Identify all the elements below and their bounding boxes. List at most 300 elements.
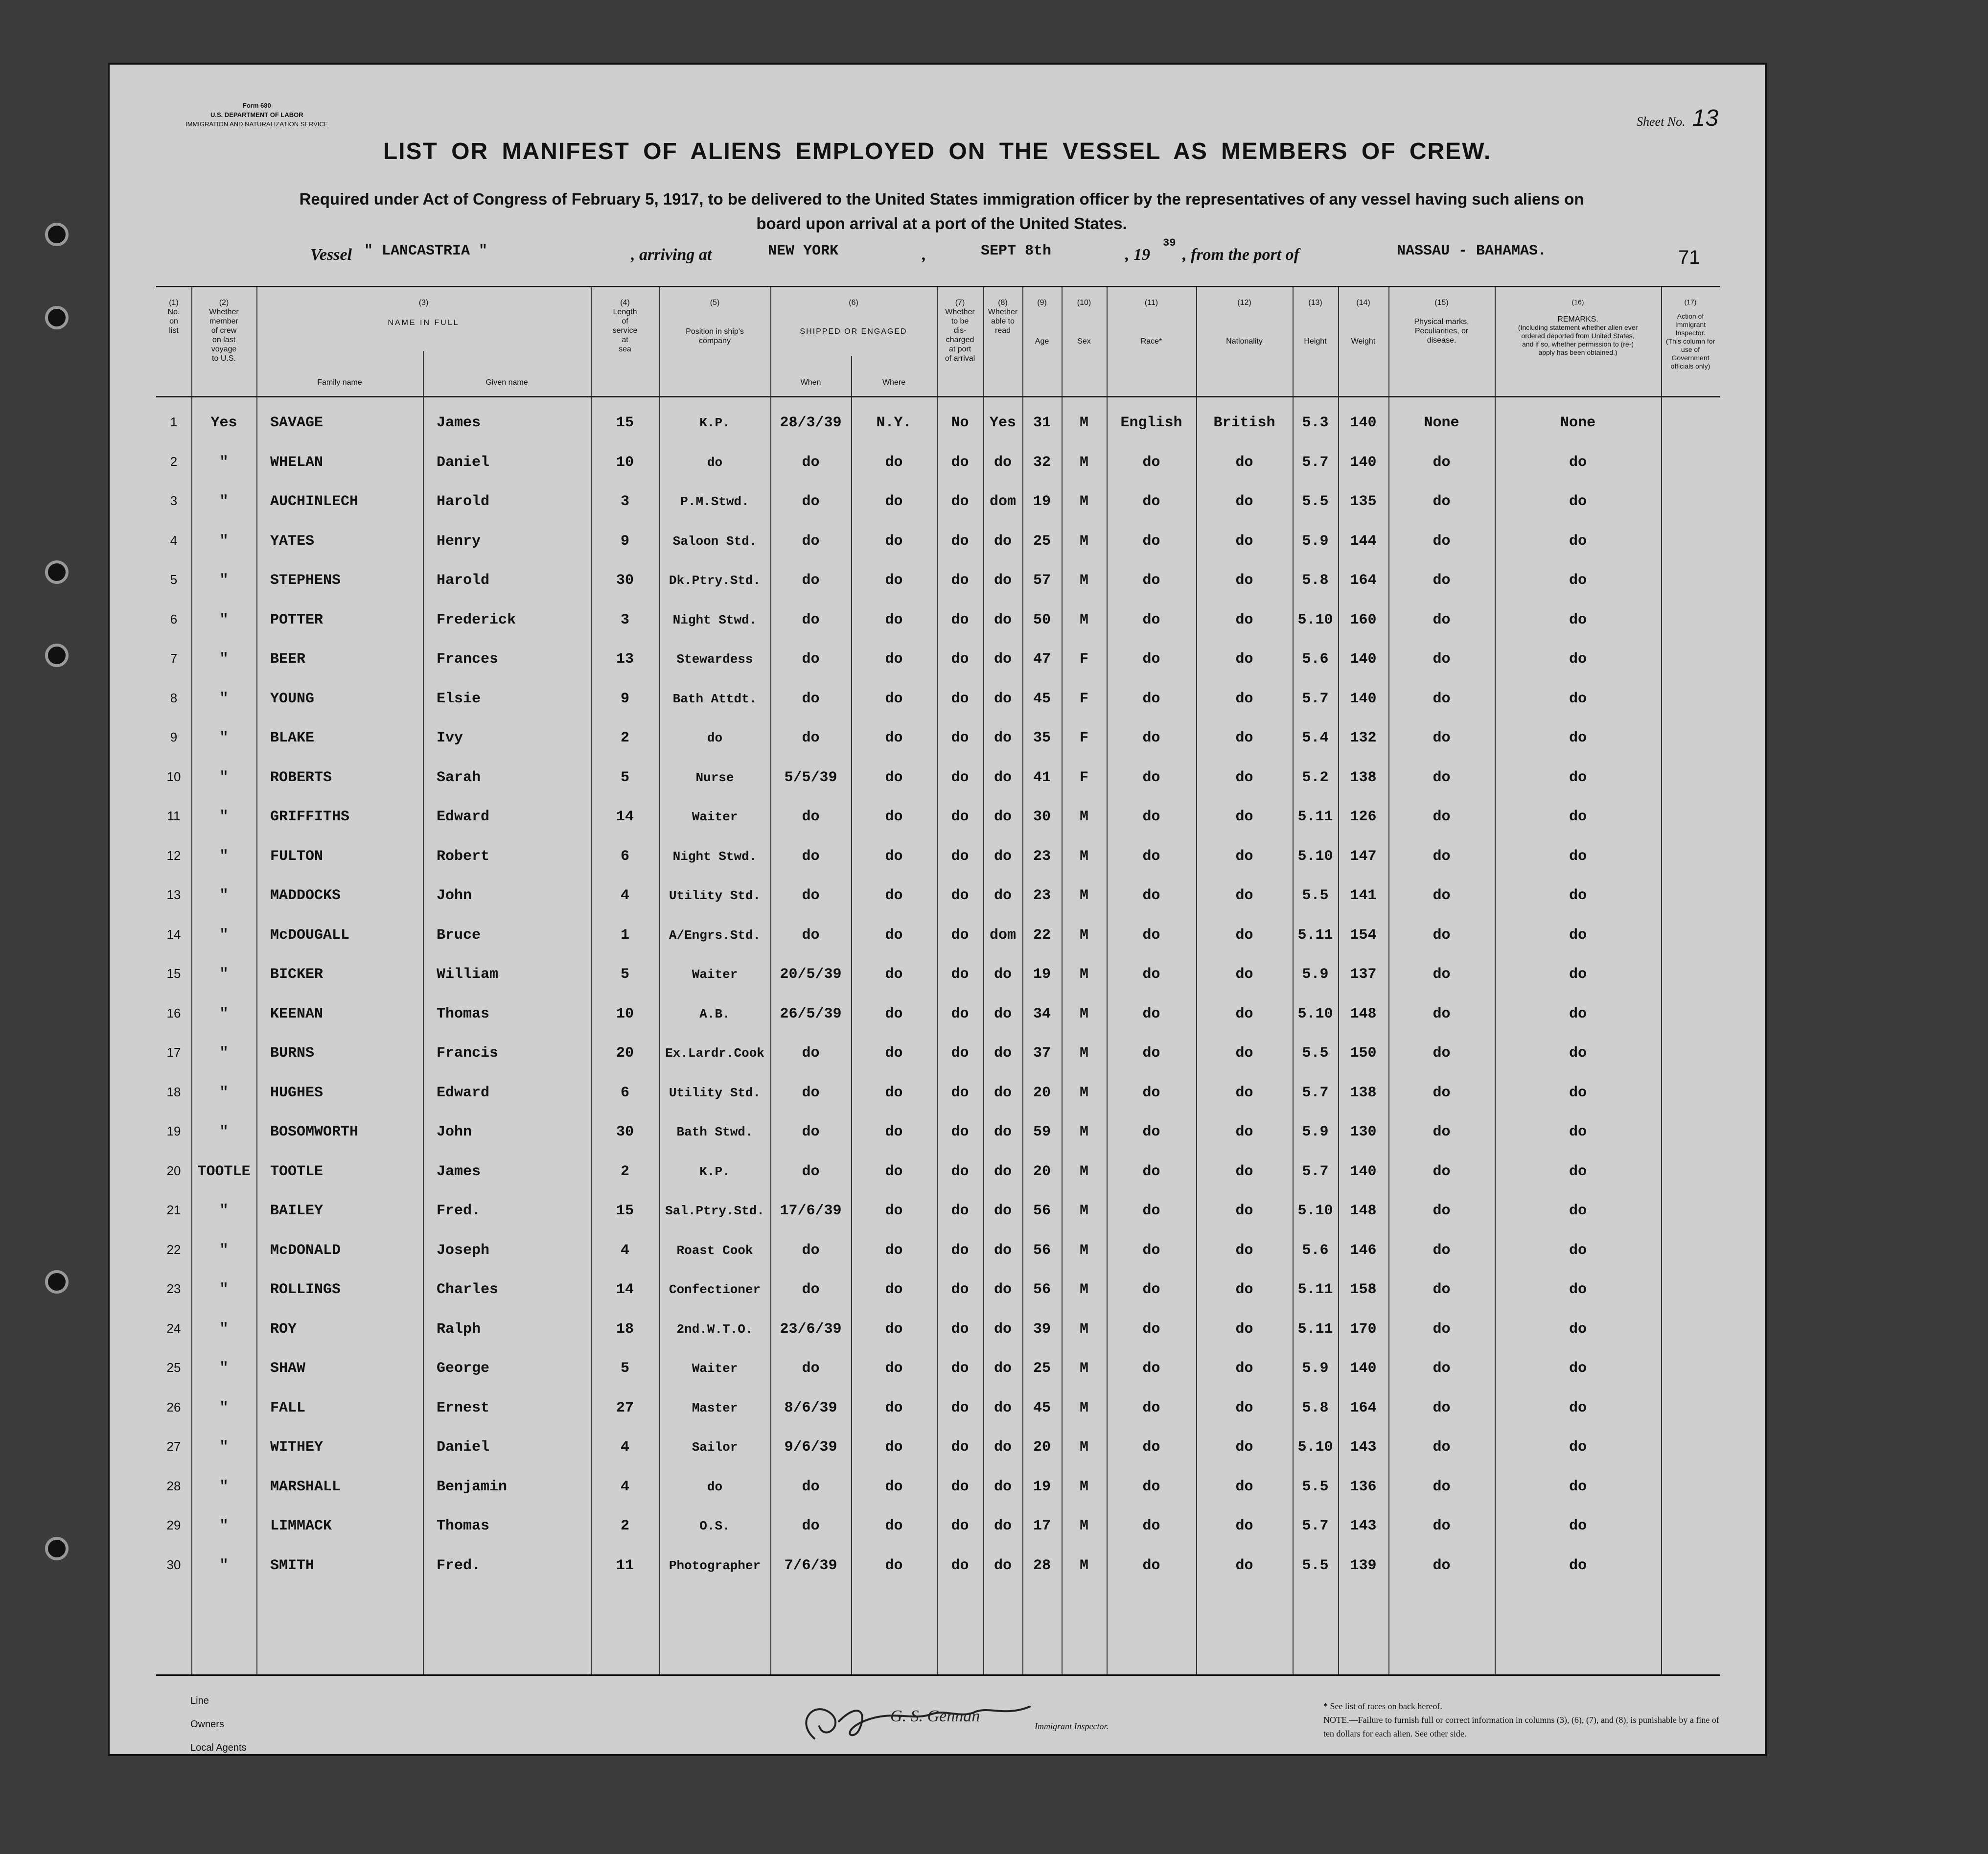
col-header-weight: (14) Weight — [1351, 299, 1376, 346]
crew-nationality-cell: do — [1235, 1321, 1253, 1338]
crew-read-cell: do — [994, 1478, 1012, 1495]
crew-weight-cell: 170 — [1350, 1321, 1377, 1338]
col-header-read: (8) Whether able to read — [988, 299, 1018, 335]
crew-when-cell: do — [802, 730, 820, 746]
crew-service-cell: 6 — [620, 848, 629, 865]
crew-given-cell: Henry — [437, 533, 481, 550]
col-header-member: (2) Whether member of crew on last voyage to U.S. — [209, 299, 239, 363]
crew-age-cell: 56 — [1033, 1281, 1051, 1298]
crew-given-cell: John — [437, 887, 472, 904]
crew-physical-cell: do — [1433, 769, 1451, 786]
crew-when-cell: do — [802, 533, 820, 550]
crew-physical-cell: do — [1433, 1557, 1451, 1574]
crew-physical-cell: do — [1433, 1124, 1451, 1140]
crew-sex-cell: M — [1079, 454, 1088, 471]
crew-no-cell: 11 — [167, 809, 181, 823]
crew-race-cell: do — [1142, 1321, 1160, 1338]
crew-when-cell: do — [802, 651, 820, 668]
crew-when-cell: do — [802, 1242, 820, 1259]
crew-race-cell: do — [1142, 611, 1160, 628]
crew-weight-cell: 138 — [1350, 1084, 1377, 1101]
crew-position-cell: 2nd.W.T.O. — [676, 1321, 753, 1337]
crew-weight-cell: 126 — [1350, 809, 1377, 825]
crew-race-cell: do — [1142, 454, 1160, 471]
crew-weight-cell: 146 — [1350, 1242, 1377, 1259]
crew-member-cell: " — [219, 1478, 229, 1495]
crew-service-cell: 15 — [616, 415, 634, 431]
crew-height-cell: 5.7 — [1302, 1163, 1329, 1180]
crew-when-cell: do — [802, 1518, 820, 1534]
col-header-age: (9) Age — [1035, 299, 1049, 346]
crew-family-cell: BURNS — [270, 1045, 315, 1062]
crew-no-cell: 25 — [166, 1360, 181, 1375]
crew-weight-cell: 143 — [1350, 1518, 1377, 1534]
crew-height-cell: 5.5 — [1302, 1045, 1329, 1062]
year-prefix: , 19 — [1125, 246, 1150, 264]
crew-nationality-cell: do — [1235, 651, 1253, 668]
crew-service-cell: 5 — [620, 966, 629, 983]
crew-discharged-cell: do — [951, 927, 969, 944]
crew-physical-cell: do — [1433, 1360, 1451, 1377]
crew-physical-cell: do — [1433, 454, 1451, 471]
crew-where-cell: do — [885, 611, 903, 628]
crew-read-cell: do — [994, 1084, 1012, 1101]
crew-member-cell: " — [219, 730, 229, 746]
crew-given-cell: Thomas — [437, 1518, 490, 1534]
crew-remarks-cell: do — [1569, 730, 1587, 746]
crew-sex-cell: M — [1079, 1360, 1088, 1377]
crew-given-cell: Frederick — [437, 611, 516, 628]
crew-discharged-cell: do — [951, 1124, 969, 1140]
crew-read-cell: do — [994, 1439, 1012, 1456]
crew-no-cell: 20 — [166, 1163, 181, 1178]
crew-physical-cell: do — [1433, 1518, 1451, 1534]
crew-height-cell: 5.5 — [1302, 887, 1329, 904]
arriving-port: NEW YORK — [768, 243, 839, 259]
crew-read-cell: do — [994, 651, 1012, 668]
crew-age-cell: 19 — [1033, 1478, 1051, 1495]
crew-service-cell: 5 — [620, 1360, 629, 1377]
signature-text: G. S. Gennan — [890, 1707, 980, 1725]
crew-weight-cell: 164 — [1350, 1399, 1377, 1416]
crew-discharged-cell: do — [951, 1281, 969, 1298]
crew-no-cell: 14 — [166, 927, 181, 942]
crew-no-cell: 22 — [166, 1242, 181, 1257]
crew-read-cell: do — [994, 769, 1012, 786]
crew-read-cell: Yes — [989, 415, 1016, 431]
crew-member-cell: " — [219, 848, 229, 865]
crew-race-cell: do — [1142, 1439, 1160, 1456]
crew-weight-cell: 132 — [1350, 730, 1377, 746]
crew-family-cell: BEER — [270, 651, 306, 668]
crew-race-cell: do — [1142, 1360, 1160, 1377]
crew-family-cell: MADDOCKS — [270, 887, 341, 904]
crew-age-cell: 19 — [1033, 493, 1051, 510]
crew-weight-cell: 160 — [1350, 611, 1377, 628]
crew-family-cell: YOUNG — [270, 690, 315, 707]
crew-service-cell: 2 — [620, 730, 629, 746]
crew-nationality-cell: do — [1235, 611, 1253, 628]
crew-family-cell: KEENAN — [270, 1005, 324, 1022]
crew-position-cell: A/Engrs.Std. — [669, 927, 761, 943]
crew-discharged-cell: do — [951, 1478, 969, 1495]
crew-remarks-cell: do — [1569, 1321, 1587, 1338]
crew-age-cell: 57 — [1033, 572, 1051, 589]
crew-no-cell: 7 — [170, 651, 178, 666]
crew-service-cell: 4 — [620, 1439, 629, 1456]
column-divider — [423, 351, 424, 1674]
crew-discharged-cell: do — [951, 1203, 969, 1219]
crew-member-cell: " — [219, 454, 229, 471]
crew-sex-cell: F — [1079, 651, 1088, 668]
crew-remarks-cell: do — [1569, 1242, 1587, 1259]
crew-physical-cell: do — [1433, 848, 1451, 865]
crew-no-cell: 27 — [166, 1439, 181, 1454]
crew-family-cell: BOSOMWORTH — [270, 1124, 359, 1140]
crew-age-cell: 30 — [1033, 809, 1051, 825]
crew-discharged-cell: do — [951, 493, 969, 510]
department: U.S. DEPARTMENT OF LABOR — [210, 111, 303, 118]
crew-position-cell: Night Stwd. — [672, 612, 757, 627]
crew-height-cell: 5.9 — [1302, 1124, 1329, 1140]
sheet-value: 13 — [1692, 105, 1719, 131]
crew-age-cell: 59 — [1033, 1124, 1051, 1140]
crew-remarks-cell: do — [1569, 1360, 1587, 1377]
crew-nationality-cell: do — [1235, 572, 1253, 589]
crew-nationality-cell: do — [1235, 690, 1253, 707]
crew-service-cell: 14 — [616, 1281, 634, 1298]
crew-family-cell: FALL — [270, 1399, 306, 1416]
crew-sex-cell: M — [1079, 1557, 1088, 1574]
crew-position-cell: Photographer — [669, 1558, 761, 1573]
crew-discharged-cell: do — [951, 454, 969, 471]
col-header-physical: (15) Physical marks, Peculiarities, or disease. — [1414, 299, 1469, 345]
crew-height-cell: 5.9 — [1302, 966, 1329, 983]
col-header-family: Family name — [317, 378, 362, 387]
crew-service-cell: 3 — [620, 493, 629, 510]
crew-nationality-cell: do — [1235, 927, 1253, 944]
col-header-sex: (10) Sex — [1077, 299, 1091, 346]
crew-discharged-cell: do — [951, 1163, 969, 1180]
crew-read-cell: do — [994, 887, 1012, 904]
crew-given-cell: John — [437, 1124, 472, 1140]
crew-where-cell: do — [885, 1321, 903, 1338]
crew-sex-cell: M — [1079, 493, 1088, 510]
crew-nationality-cell: do — [1235, 1005, 1253, 1022]
crew-when-cell: do — [802, 1163, 820, 1180]
crew-remarks-cell: do — [1569, 1557, 1587, 1574]
crew-position-cell: A.B. — [699, 1006, 730, 1021]
crew-age-cell: 20 — [1033, 1084, 1051, 1101]
races-note: * See list of races on back hereof. — [1323, 1701, 1442, 1711]
col-header-height: (13) Height — [1304, 299, 1327, 346]
crew-remarks-cell: do — [1569, 454, 1587, 471]
column-divider — [1661, 287, 1662, 1674]
crew-discharged-cell: do — [951, 1242, 969, 1259]
crew-position-cell: Confectioner — [669, 1282, 761, 1297]
crew-race-cell: do — [1142, 572, 1160, 589]
crew-discharged-cell: do — [951, 1557, 969, 1574]
crew-member-cell: " — [219, 809, 229, 825]
crew-given-cell: William — [437, 966, 499, 983]
crew-nationality-cell: do — [1235, 1478, 1253, 1495]
crew-height-cell: 5.5 — [1302, 1557, 1329, 1574]
crew-remarks-cell: do — [1569, 1203, 1587, 1219]
crew-sex-cell: M — [1079, 611, 1088, 628]
crew-position-cell: Utility Std. — [669, 1085, 761, 1100]
crew-family-cell: WHELAN — [270, 454, 324, 471]
crew-position-cell: do — [707, 1479, 723, 1494]
crew-member-cell: " — [219, 1045, 229, 1062]
crew-read-cell: do — [994, 1124, 1012, 1140]
col-header-when: When — [800, 378, 821, 387]
crew-when-cell: 17/6/39 — [780, 1203, 842, 1219]
crew-age-cell: 20 — [1033, 1439, 1051, 1456]
crew-given-cell: Frances — [437, 651, 499, 668]
crew-position-cell: Dk.Ptry.Std. — [669, 573, 761, 588]
crew-no-cell: 28 — [166, 1478, 181, 1493]
crew-race-cell: do — [1142, 1124, 1160, 1140]
crew-given-cell: Robert — [437, 848, 490, 865]
col-header-service: (4) Length of service at sea — [612, 299, 638, 353]
crew-age-cell: 47 — [1033, 651, 1051, 668]
crew-weight-cell: 140 — [1350, 415, 1377, 431]
agents-label: Local Agents — [190, 1742, 247, 1753]
crew-given-cell: Harold — [437, 493, 490, 510]
crew-remarks-cell: do — [1569, 769, 1587, 786]
crew-read-cell: do — [994, 966, 1012, 983]
vessel-name: " LANCASTRIA " — [364, 243, 488, 259]
crew-when-cell: 8/6/39 — [784, 1399, 837, 1416]
crew-remarks-cell: do — [1569, 1281, 1587, 1298]
crew-position-cell: K.P. — [699, 1164, 730, 1179]
crew-when-cell: do — [802, 887, 820, 904]
crew-sex-cell: M — [1079, 809, 1088, 825]
crew-family-cell: BLAKE — [270, 730, 315, 746]
crew-no-cell: 30 — [166, 1557, 181, 1572]
crew-physical-cell: do — [1433, 1321, 1451, 1338]
crew-nationality-cell: do — [1235, 730, 1253, 746]
crew-position-cell: Bath Stwd. — [676, 1125, 753, 1139]
header-rule — [156, 396, 1720, 397]
crew-sex-cell: M — [1079, 415, 1088, 431]
form-identifier — [185, 101, 328, 129]
crew-nationality-cell: British — [1213, 415, 1275, 431]
crew-where-cell: do — [885, 533, 903, 550]
binder-hole — [45, 560, 69, 584]
crew-member-cell: " — [219, 1084, 229, 1101]
crew-sex-cell: M — [1079, 1203, 1088, 1219]
crew-member-cell: Yes — [210, 415, 237, 431]
crew-when-cell: 20/5/39 — [780, 966, 842, 983]
crew-when-cell: 26/5/39 — [780, 1005, 842, 1022]
crew-read-cell: do — [994, 611, 1012, 628]
crew-race-cell: do — [1142, 533, 1160, 550]
crew-read-cell: do — [994, 1399, 1012, 1416]
crew-family-cell: SHAW — [270, 1360, 306, 1377]
crew-member-cell: " — [219, 1203, 229, 1219]
crew-when-cell: do — [802, 1360, 820, 1377]
crew-weight-cell: 164 — [1350, 572, 1377, 589]
col-header-shipped: (6) SHIPPED OR ENGAGED — [800, 299, 907, 336]
crew-member-cell: " — [219, 769, 229, 786]
crew-member-cell: " — [219, 1281, 229, 1298]
crew-no-cell: 9 — [170, 730, 178, 744]
crew-where-cell: do — [885, 1281, 903, 1298]
crew-age-cell: 39 — [1033, 1321, 1051, 1338]
crew-position-cell: Master — [692, 1400, 738, 1415]
crew-given-cell: Francis — [437, 1045, 499, 1062]
crew-remarks-cell: do — [1569, 966, 1587, 983]
crew-age-cell: 35 — [1033, 730, 1051, 746]
crew-sex-cell: M — [1079, 1005, 1088, 1022]
crew-height-cell: 5.3 — [1302, 415, 1329, 431]
crew-sex-cell: M — [1079, 848, 1088, 865]
crew-nationality-cell: do — [1235, 848, 1253, 865]
crew-no-cell: 16 — [166, 1005, 181, 1020]
crew-position-cell: Stewardess — [676, 652, 753, 667]
crew-service-cell: 30 — [616, 572, 634, 589]
crew-discharged-cell: do — [951, 1399, 969, 1416]
crew-given-cell: Sarah — [437, 769, 481, 786]
crew-remarks-cell: do — [1569, 651, 1587, 668]
col-header-position: (5) Position in ship's company — [686, 299, 744, 345]
crew-weight-cell: 143 — [1350, 1439, 1377, 1456]
crew-physical-cell: do — [1433, 809, 1451, 825]
crew-service-cell: 20 — [616, 1045, 634, 1062]
crew-given-cell: Harold — [437, 572, 490, 589]
crew-discharged-cell: do — [951, 651, 969, 668]
crew-family-cell: McDONALD — [270, 1242, 341, 1259]
crew-when-cell: do — [802, 927, 820, 944]
crew-height-cell: 5.11 — [1297, 1321, 1333, 1338]
crew-service-cell: 6 — [620, 1084, 629, 1101]
crew-when-cell: do — [802, 454, 820, 471]
crew-age-cell: 23 — [1033, 848, 1051, 865]
crew-member-cell: " — [219, 533, 229, 550]
crew-no-cell: 5 — [170, 572, 178, 587]
crew-given-cell: Charles — [437, 1281, 499, 1298]
crew-race-cell: do — [1142, 1005, 1160, 1022]
crew-remarks-cell: do — [1569, 493, 1587, 510]
crew-weight-cell: 140 — [1350, 454, 1377, 471]
crew-no-cell: 19 — [166, 1124, 181, 1138]
crew-position-cell: Ex.Lardr.Cook — [665, 1046, 764, 1061]
crew-no-cell: 10 — [166, 769, 181, 784]
crew-height-cell: 5.10 — [1297, 1005, 1333, 1022]
crew-when-cell: 9/6/39 — [784, 1439, 837, 1456]
crew-race-cell: do — [1142, 1203, 1160, 1219]
crew-position-cell: K.P. — [699, 416, 730, 430]
crew-sex-cell: F — [1079, 730, 1088, 746]
crew-read-cell: do — [994, 572, 1012, 589]
crew-read-cell: do — [994, 1203, 1012, 1219]
crew-member-cell: " — [219, 1124, 229, 1140]
crew-remarks-cell: do — [1569, 1084, 1587, 1101]
crew-when-cell: do — [802, 1045, 820, 1062]
crew-given-cell: Ralph — [437, 1321, 481, 1338]
crew-remarks-cell: do — [1569, 1439, 1587, 1456]
crew-where-cell: do — [885, 493, 903, 510]
crew-age-cell: 45 — [1033, 690, 1051, 707]
crew-family-cell: McDOUGALL — [270, 927, 350, 944]
crew-age-cell: 56 — [1033, 1203, 1051, 1219]
crew-race-cell: do — [1142, 1084, 1160, 1101]
crew-member-cell: " — [219, 572, 229, 589]
crew-sex-cell: M — [1079, 1242, 1088, 1259]
crew-discharged-cell: do — [951, 809, 969, 825]
crew-sex-cell: M — [1079, 887, 1088, 904]
crew-where-cell: do — [885, 1203, 903, 1219]
crew-no-cell: 13 — [166, 887, 181, 902]
crew-where-cell: do — [885, 1360, 903, 1377]
crew-position-cell: P.M.Stwd. — [680, 494, 749, 509]
crew-when-cell: do — [802, 493, 820, 510]
crew-height-cell: 5.10 — [1297, 611, 1333, 628]
crew-service-cell: 15 — [616, 1203, 634, 1219]
crew-no-cell: 4 — [170, 533, 178, 548]
crew-age-cell: 50 — [1033, 611, 1051, 628]
crew-where-cell: do — [885, 1084, 903, 1101]
page-number: 71 — [1678, 247, 1700, 268]
crew-nationality-cell: do — [1235, 454, 1253, 471]
crew-given-cell: Edward — [437, 809, 490, 825]
crew-height-cell: 5.10 — [1297, 848, 1333, 865]
column-divider — [256, 287, 257, 1674]
crew-race-cell: do — [1142, 1281, 1160, 1298]
crew-member-cell: " — [219, 927, 229, 944]
crew-position-cell: Saloon Std. — [672, 533, 757, 549]
crew-sex-cell: M — [1079, 1399, 1088, 1416]
crew-read-cell: do — [994, 1242, 1012, 1259]
crew-remarks-cell: None — [1560, 415, 1595, 431]
crew-service-cell: 30 — [616, 1124, 634, 1140]
crew-service-cell: 2 — [620, 1518, 629, 1534]
crew-age-cell: 25 — [1033, 1360, 1051, 1377]
inspector-label: Immigrant Inspector. — [1035, 1721, 1109, 1731]
crew-service-cell: 2 — [620, 1163, 629, 1180]
crew-position-cell: Sailor — [692, 1440, 738, 1455]
binder-hole — [45, 1270, 69, 1294]
crew-service-cell: 13 — [616, 651, 634, 668]
crew-height-cell: 5.7 — [1302, 690, 1329, 707]
crew-weight-cell: 140 — [1350, 1163, 1377, 1180]
crew-where-cell: do — [885, 651, 903, 668]
crew-sex-cell: F — [1079, 769, 1088, 786]
crew-race-cell: do — [1142, 1478, 1160, 1495]
crew-height-cell: 5.7 — [1302, 1518, 1329, 1534]
crew-remarks-cell: do — [1569, 1518, 1587, 1534]
crew-race-cell: do — [1142, 493, 1160, 510]
crew-height-cell: 5.5 — [1302, 1478, 1329, 1495]
crew-sex-cell: F — [1079, 690, 1088, 707]
crew-race-cell: do — [1142, 651, 1160, 668]
crew-no-cell: 1 — [170, 415, 178, 429]
crew-age-cell: 45 — [1033, 1399, 1051, 1416]
crew-service-cell: 4 — [620, 1242, 629, 1259]
crew-service-cell: 9 — [620, 690, 629, 707]
crew-discharged-cell: do — [951, 848, 969, 865]
crew-race-cell: English — [1120, 415, 1182, 431]
col-header-action: (17) Action of Immigrant Inspector. (This column for use of Government officials only) — [1665, 298, 1715, 370]
crew-age-cell: 34 — [1033, 1005, 1051, 1022]
crew-nationality-cell: do — [1235, 1557, 1253, 1574]
crew-service-cell: 10 — [616, 454, 634, 471]
crew-physical-cell: do — [1433, 493, 1451, 510]
crew-remarks-cell: do — [1569, 533, 1587, 550]
crew-given-cell: Daniel — [437, 454, 490, 471]
crew-where-cell: do — [885, 690, 903, 707]
